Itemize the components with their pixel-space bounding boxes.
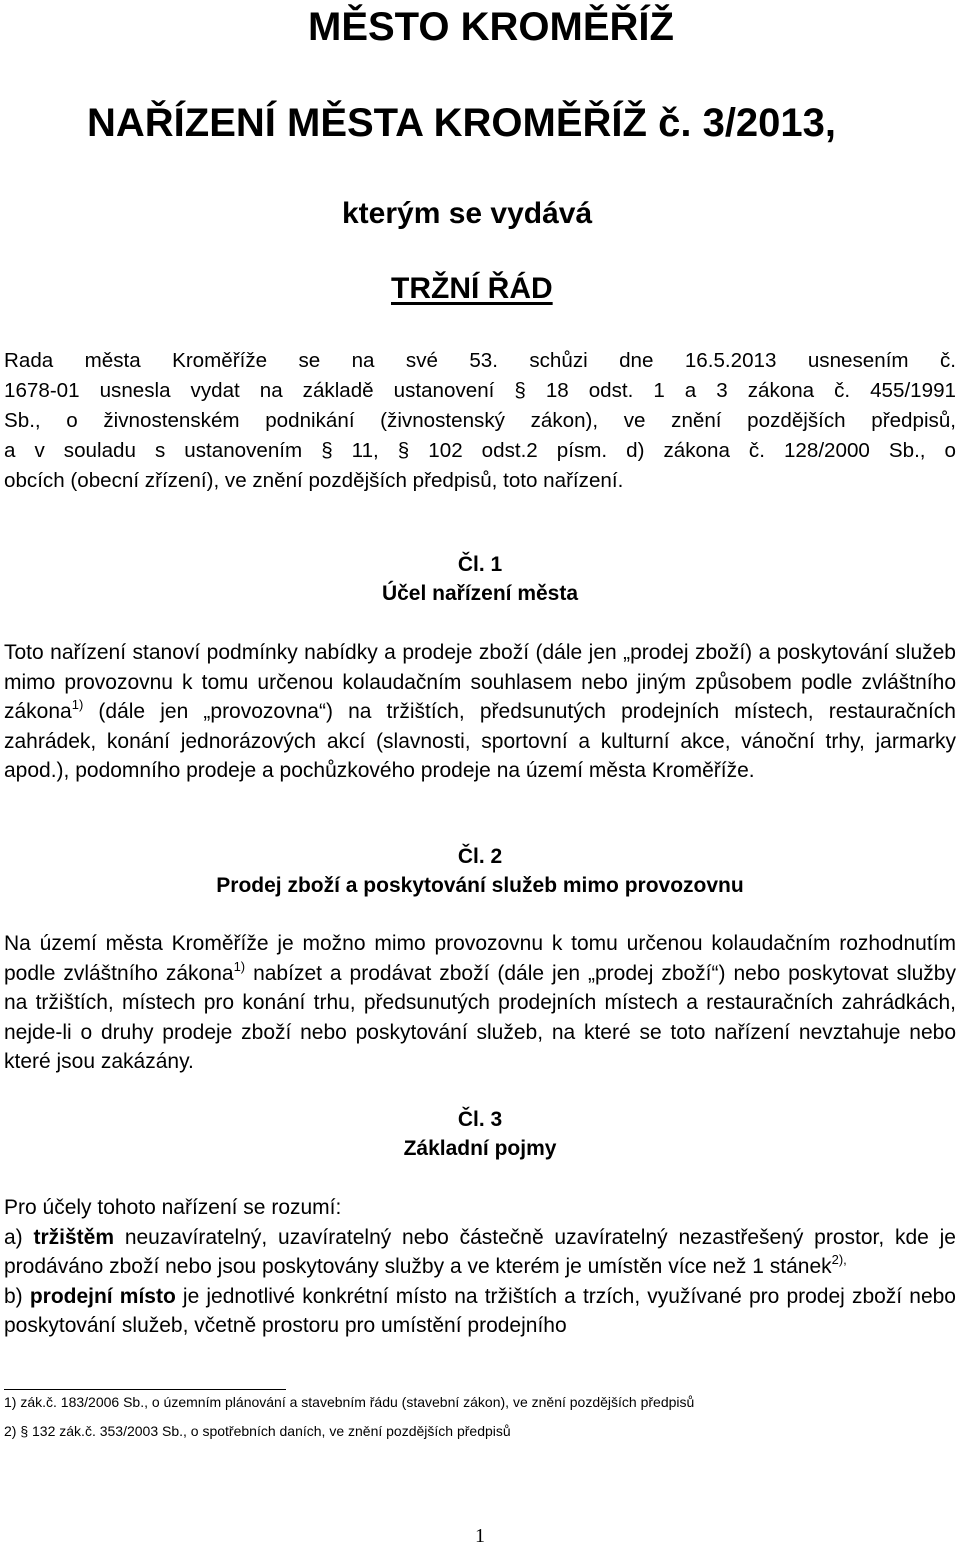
regulation-subtitle: kterým se vydává [342, 197, 593, 230]
intro-line: a v souladu s ustanovením § 11, § 102 odst.2 písm. d) zákona č. 128/2000 Sb., o [4, 439, 956, 462]
defined-term: tržištěm [33, 1225, 115, 1249]
intro-line: Sb., o živnostenském podnikání (živnostenský zákon), ve znění pozdějších předpisů, [4, 409, 956, 432]
definition-text: neuzavíratelný, uzavíratelný nebo částečně uzavíratelný nezastřešený prostor, kde je prodáváno zboží nebo jsou poskytovány služby a ve kterém je umístěn více než 1 stánek [4, 1225, 956, 1278]
article-1-text [4, 638, 956, 786]
article-3-text [4, 1193, 956, 1341]
footnote-separator [4, 1389, 286, 1390]
article-2-title: Prodej zboží a poskytování služeb mimo provozovnu [216, 874, 744, 897]
intro-line: 1678-01 usnesla vydat na základě ustanovení § 18 odst. 1 a 3 zákona č. 455/1991 [4, 379, 956, 402]
footnote-1: 1) zák.č. 183/2006 Sb., o územním plánování a stavebním řádu (stavební zákon), ve znění pozdějších předpisů [4, 1394, 695, 1410]
article-2-text [4, 929, 956, 1077]
definition-item-a [4, 1223, 956, 1282]
definition-text: je jednotlivé konkrétní místo na tržištích a trzích, využívané pro prodej zboží nebo poskytování služeb, včetně prostoru pro umístění prodejního [4, 1284, 956, 1337]
article-2-number: Čl. 2 [457, 845, 503, 868]
footnote-ref-2[interactable]: 2), [831, 1251, 847, 1267]
article-2-text-a: Na území města Kroměříže je možno mimo provozovnu k tomu určenou kolaudačním rozhodnutím podle zvláštního zákona [4, 932, 956, 985]
document-name: TRŽNÍ ŘÁD [391, 272, 553, 305]
item-prefix: a) [4, 1225, 34, 1249]
defined-term: prodejní místo [29, 1284, 176, 1308]
intro-line: Rada města Kroměříže se na své 53. schůzi dne 16.5.2013 usnesením č. [4, 349, 956, 372]
item-prefix: b) [4, 1284, 30, 1308]
definition-item-b [4, 1282, 956, 1341]
footnote-ref-1[interactable]: 1) [71, 696, 84, 712]
article-1-title: Účel nařízení města [381, 582, 579, 605]
footnote-2: 2) § 132 zák.č. 353/2003 Sb., o spotřebních daních, ve znění pozdějších předpisů [4, 1423, 511, 1439]
city-heading: MĚSTO KROMĚŘÍŽ [308, 5, 674, 49]
intro-line: obcích (obecní zřízení), ve znění pozdějších předpisů, toto nařízení. [4, 469, 624, 492]
article-1-number: Čl. 1 [457, 553, 503, 576]
intro-paragraph [4, 346, 956, 496]
page-number: 1 [475, 1525, 485, 1547]
regulation-title: NAŘÍZENÍ MĚSTA KROMĚŘÍŽ č. 3/2013, [87, 101, 837, 145]
article-1-text-a: Toto nařízení stanoví podmínky nabídky a prodeje zboží (dále jen „prodej zboží) a poskytování služeb mimo provozovnu k tomu určenou kolaudačním souhlasem nebo jiným způsobem podle zvláštního zákona [4, 641, 956, 723]
footnote-ref-1[interactable]: 1) [233, 958, 246, 974]
article-3-lead: Pro účely tohoto nařízení se rozumí: [4, 1196, 342, 1219]
article-1-text-b: (dále jen „provozovna“) na tržištích, předsunutých prodejních místech, restauračních zahrádek, konání jednorázových akcí (slavnosti, sportovní a kulturní akce, vánoční trhy, jarmarky apod.), podomního prodeje a pochůzkového prodeje na území města Kroměříže. [4, 700, 956, 782]
article-2-text-b: nabízet a prodávat zboží (dále jen „prodej zboží“) nebo poskytovat služby na tržištích, místech pro konání trhu, předsunutých prodejních místech a restauračních zahrádkách, nejde-li o druhy prodeje zboží nebo poskytování služeb, na které se toto nařízení nevztahuje nebo které jsou zakázány. [4, 961, 956, 1073]
article-3-number: Čl. 3 [457, 1108, 503, 1131]
article-3-title: Základní pojmy [403, 1137, 557, 1160]
